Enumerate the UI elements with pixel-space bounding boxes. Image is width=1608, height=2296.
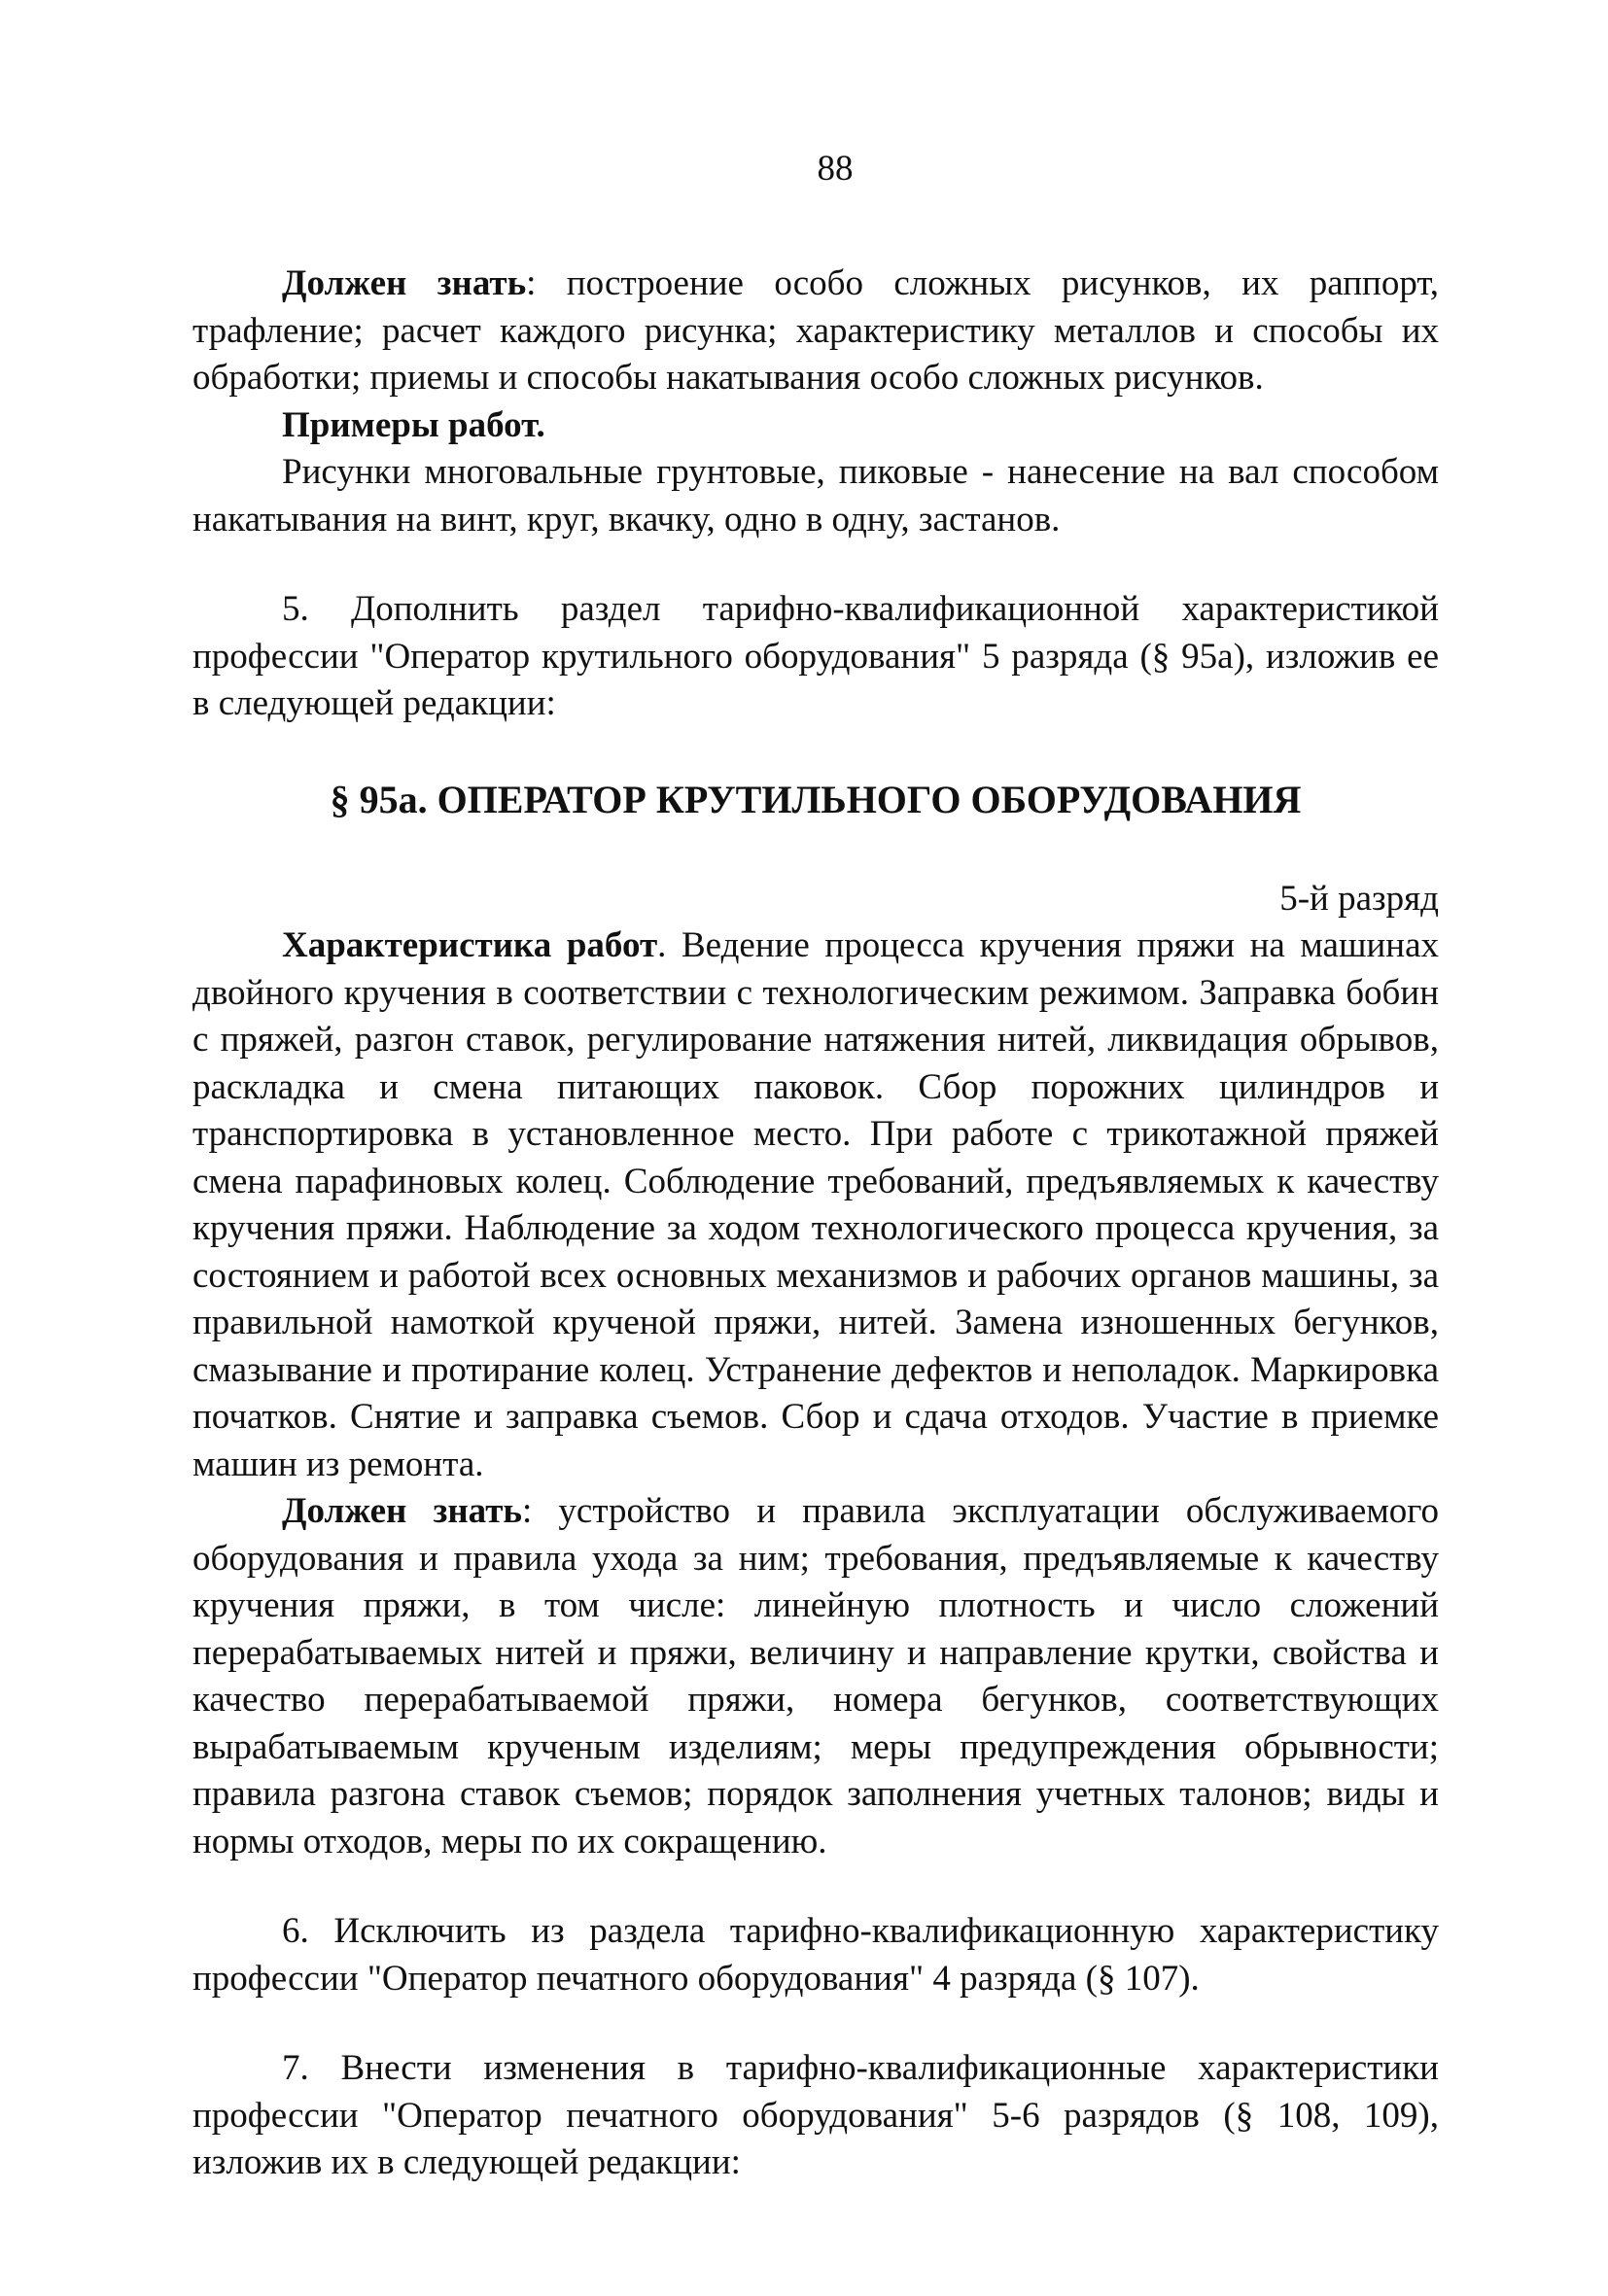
page-number: 88 [817, 149, 854, 189]
must-know-paragraph-2 [192, 1488, 1439, 1865]
document-page [192, 146, 1439, 2187]
work-characteristics-paragraph [192, 922, 1439, 1488]
must-know-paragraph-1 [192, 261, 1439, 402]
work-characteristics-text: . Ведение процесса кручения пряжи на машинах двойного кручения в соответствии с технологическим режимом. Заправка бобин с пряжей, разгон ставок, регулирование натяжения нитей, ликвидация обрывов, раскладка и смена питающих паковок. Сбор порожних цилиндров и транспортировка в установленное место. При работе с трикотажной пряжей смена парафиновых колец. Соблюдение требований, предъявляемых к качеству кручения пряжи. Наблюдение за ходом технологического процесса кручения, за состоянием и работой всех основных механизмов и рабочих органов машины, за правильной намоткой крученой пряжи, нитей. Замена изношенных бегунков, смазывание и протирание колец. Устранение дефектов и неполадок. Маркировка початков. Снятие и заправка съемов. Сбор и сдача отходов. Участие в приемке машин из ремонта. [192, 925, 1439, 1484]
must-know-label-1: Должен знать [282, 263, 527, 303]
examples-paragraph: Рисунки многовальные грунтовые, пиковые - нанесение на вал способом накатывания на винт, круг, вкачку, одно в одну, застанов. [192, 452, 1439, 539]
item-5-paragraph: 5. Дополнить раздел тарифно-квалификационной характеристикой профессии "Оператор крутильного оборудования" 5 разряда (§ 95а), изложив ее в следующей редакции: [192, 589, 1439, 723]
section-heading: § 95а. ОПЕРАТОР КРУТИЛЬНОГО ОБОРУДОВАНИЯ [330, 777, 1302, 821]
item-7-paragraph: 7. Внести изменения в тарифно-квалификационные характеристики профессии "Оператор печатного оборудования" 5-6 разрядов (§ 108, 109), изложив их в следующей редакции: [192, 2048, 1439, 2182]
must-know-text-2: : устройство и правила эксплуатации обслуживаемого оборудования и правила ухода за ним; требования, предъявляемые к качеству кручения пряжи, в том числе: линейную плотность и число сложений перерабатываемых нитей и пряжи, величину и направление крутки, свойства и качество перерабатываемой пряжи, номера бегунков, соответствующих вырабатываемым крученым изделиям; меры предупреждения обрывности; правила разгона ставок съемов; порядок заполнения учетных талонов; виды и нормы отходов, меры по их сокращению. [192, 1491, 1440, 1861]
examples-label: Примеры работ. [282, 404, 545, 445]
must-know-text-1: : построение особо сложных рисунков, их раппорт, трафление; расчет каждого рисунка; характеристику металлов и способы их обработки; приемы и способы накатывания особо сложных рисунков. [192, 263, 1439, 398]
grade-label: 5-й разряд [1279, 878, 1439, 919]
item-6-paragraph: 6. Исключить из раздела тарифно-квалификационную характеристику профессии "Оператор печатного оборудования" 4 разряда (§ 107). [192, 1911, 1439, 1999]
work-characteristics-label: Характеристика работ [282, 925, 658, 965]
examples-heading [192, 402, 1439, 450]
must-know-label-2: Должен знать [282, 1491, 522, 1531]
